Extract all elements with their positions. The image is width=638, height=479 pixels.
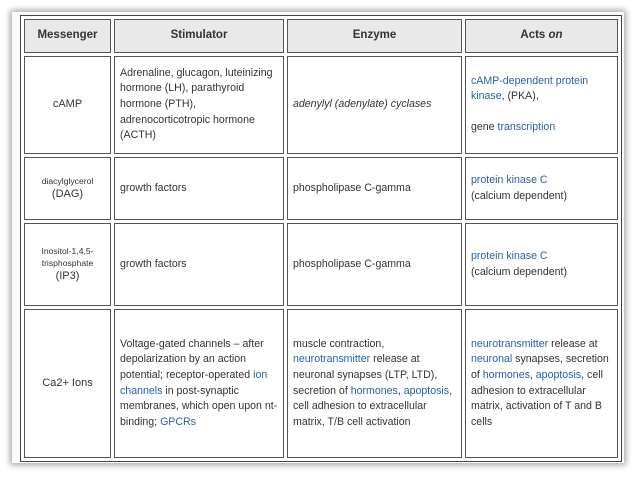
acts-on-cell	[465, 157, 618, 221]
header-enzyme: Enzyme	[287, 19, 462, 53]
stimulator-cell	[114, 309, 284, 458]
messenger-ip3-line1: Inositol-1,4,5-	[41, 246, 94, 257]
header-acts-on-text: Acts	[520, 29, 549, 42]
second-messenger-table	[20, 15, 622, 462]
enzyme-text: release at neuronal synapses (LTP, LTD), secretion of	[293, 353, 438, 397]
table-row	[24, 309, 618, 458]
acts-on-text: , cell adhesion to extracellular matrix, activation of T and B cells	[471, 369, 603, 428]
acts-on-cell	[465, 309, 618, 458]
link-transcription[interactable]: transcription	[497, 121, 556, 134]
messenger-ca2	[24, 309, 111, 458]
link-neuronal[interactable]: neuronal	[471, 353, 513, 366]
link-hormones[interactable]: hormones	[482, 369, 530, 382]
header-messenger: Messenger	[24, 19, 111, 53]
messenger-dag-line2: (DAG)	[51, 187, 84, 200]
link-ion-channels[interactable]: ion channels	[120, 369, 268, 397]
acts-on-text: ,	[529, 369, 536, 382]
table-row	[24, 223, 618, 306]
table-row	[24, 56, 618, 154]
enzyme-cell	[287, 309, 462, 458]
messenger-camp	[24, 56, 111, 154]
acts-on-text: release at	[548, 337, 598, 350]
link-camp-dependent-pk[interactable]: cAMP-dependent protein kinase	[471, 74, 589, 103]
table-row	[24, 157, 618, 221]
link-gpcrs[interactable]: GPCRs	[160, 415, 196, 428]
link-apoptosis[interactable]: apoptosis	[535, 369, 582, 382]
header-row	[24, 19, 618, 53]
stimulator-text: Voltage-gated channels – after depolarization by an action potential; receptor-operated	[120, 337, 264, 382]
messenger-dag	[24, 157, 111, 221]
enzyme-text: , cell adhesion to extracellular matrix, T/B cell activation	[293, 384, 453, 428]
link-protein-kinase-c[interactable]: protein kinase C	[471, 173, 548, 186]
messenger-ip3-line3: (IP3)	[55, 270, 80, 283]
acts-on-text: (calcium dependent)	[471, 189, 567, 202]
messenger-dag-line1: diacylglycerol	[41, 175, 94, 186]
stimulator-cell: growth factors	[114, 223, 284, 306]
enzyme-text: ,	[397, 384, 404, 397]
messenger-ca2-label: Ca2+ Ions	[42, 376, 93, 389]
messenger-ip3-line2: trisphosphate	[41, 258, 94, 269]
link-hormones[interactable]: hormones	[350, 384, 398, 397]
acts-on-text: synapses, secretion of	[471, 353, 609, 382]
header-acts-on	[465, 19, 618, 53]
enzyme-link[interactable]: phospholipase C-gamma	[287, 157, 462, 221]
enzyme-link[interactable]: phospholipase C-gamma	[287, 223, 462, 306]
enzyme-text: muscle contraction,	[293, 337, 385, 350]
header-acts-on-italic: on	[548, 29, 563, 42]
acts-on-cell	[465, 56, 618, 154]
acts-on-text: gene	[471, 121, 498, 134]
messenger-ip3	[24, 223, 111, 306]
enzyme-cell: adenylyl (adenylate) cyclases	[287, 56, 462, 154]
acts-on-text: (calcium dependent)	[471, 265, 567, 278]
link-neurotransmitter[interactable]: neurotransmitter	[293, 353, 371, 366]
stimulator-text: in post-synaptic membranes, which open upon nt-binding;	[120, 384, 278, 428]
acts-on-cell	[465, 223, 618, 306]
link-neurotransmitter[interactable]: neurotransmitter	[471, 337, 549, 350]
link-protein-kinase-c[interactable]: protein kinase C	[471, 250, 548, 263]
messenger-camp-label: cAMP	[52, 98, 83, 111]
header-stimulator: Stimulator	[114, 19, 284, 53]
stimulator-cell: Adrenaline, glucagon, luteinizing hormone (LH), parathyroid hormone (PTH), adrenocorticotropic hormone (ACTH)	[114, 56, 284, 154]
link-apoptosis[interactable]: apoptosis	[403, 384, 450, 397]
acts-on-text: , (PKA),	[501, 90, 539, 103]
stimulator-cell: growth factors	[114, 157, 284, 221]
